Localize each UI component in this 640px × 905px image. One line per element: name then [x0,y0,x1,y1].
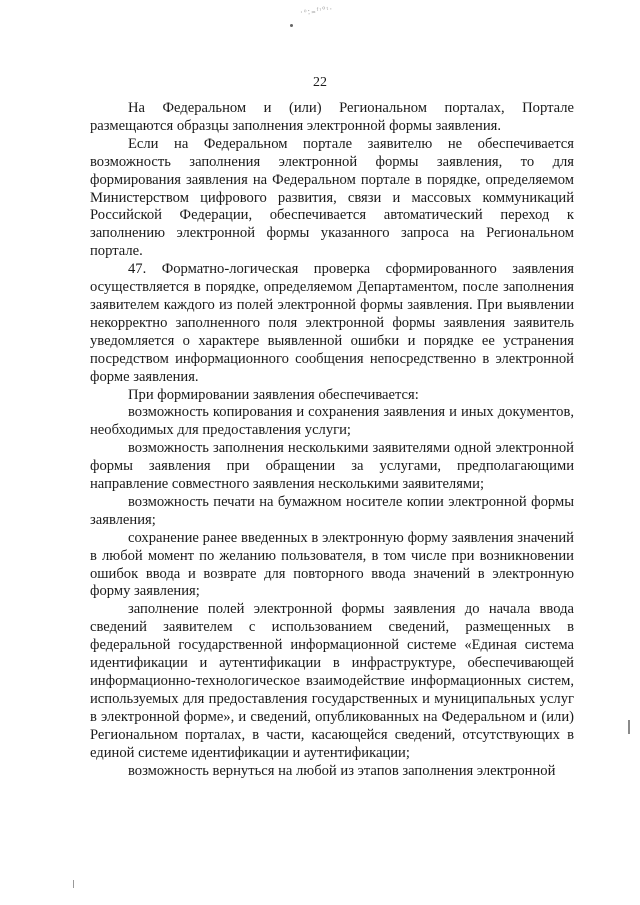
paragraph-federal-portal-redirect: Если на Федеральном портале заявителю не обеспечивается возможность заполнения электронной формы заявления, то для формирования заявления на Федеральном портале в порядке, определяемом Министерством цифрового развития, связи и массовых коммуникаций Российской Федерации, обеспечивается автоматический переход к заполнению электронной формы указанного запроса на Региональном портале. [90,135,574,260]
document-body [90,100,574,780]
scan-artifact-stamp: ·ᵒ:₌ᶠᶦ°ᵗ· [299,3,334,18]
list-item-return-to-step: возможность вернуться на любой из этапов заполнения электронной [128,762,556,779]
list-item-save-entered-values: сохранение ранее введенных в электронную форму заявления значений в любой момент по желанию пользователя, в том числе при возникновении ошибок ввода и возврате для повторного ввода значений в электронную форму заявления; [90,529,574,600]
scan-artifact-dot [290,24,293,27]
page-number: 22 [313,75,327,90]
list-item-print-copy: возможность печати на бумажном носителе копии электронной формы заявления; [90,493,574,528]
list-item-prefill-from-esia: заполнение полей электронной формы заявления до начала ввода сведений заявителем с использованием сведений, размещенных в федеральной государственной информационной системе «Единая система идентификации и аутентификации в инфраструктуре, обеспечивающей информационно-технологическое взаимодействие информационных систем, используемых для предоставления государственных и муниципальных услуг в электронной форме», и сведений, опубликованных на Федеральном и (или) Региональном порталах, в части, касающейся сведений, отсутствующих в единой системе идентификации и аутентификации; [90,601,574,761]
paragraph-portals-samples: На Федеральном и (или) Региональном порталах, Портале размещаются образцы заполнения электронной формы заявления. [90,100,574,134]
scan-artifact-bottom-tick [73,880,74,888]
list-item-multiple-applicants: возможность заполнения несколькими заявителями одной электронной формы заявления при обращении за услугами, предполагающими направление совместного заявления несколькими заявителями; [90,440,574,493]
paragraph-47-format-check: 47. Форматно-логическая проверка сформированного заявления осуществляется в порядке, определяемом Департаментом, после заполнения заявителем каждого из полей электронной формы заявления. При выявлении некорректно заполненного поля электронной формы заявления заявитель уведомляется о характере выявленной ошибки и порядке ее устранения посредством информационного сообщения непосредственно в электронной форме заявления. [90,261,574,385]
scan-artifact-side-mark [628,720,630,734]
list-item-copy-save: возможность копирования и сохранения заявления и иных документов, необходимых для предоставления услуги; [90,404,574,439]
paragraph-provided-features-intro: При формировании заявления обеспечивается: [128,386,419,403]
